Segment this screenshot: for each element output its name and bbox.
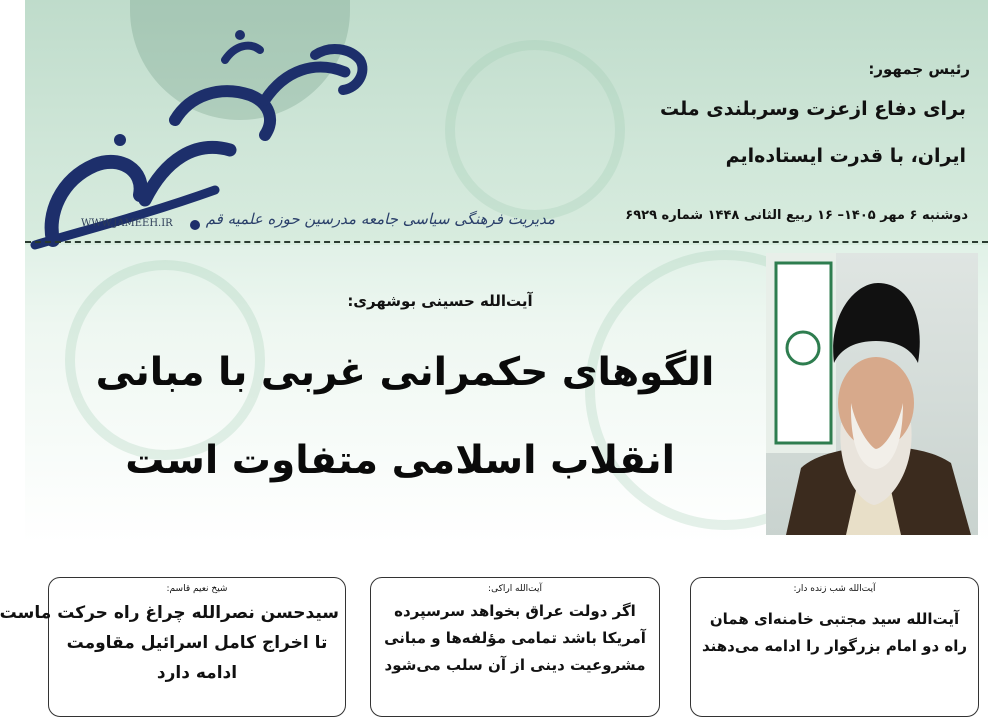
- card-kicker: آیت‌الله اراکی:: [488, 584, 542, 594]
- background-arabesque: [445, 40, 625, 220]
- card-headline: [371, 598, 659, 679]
- news-card-shabzendedar[interactable]: [690, 577, 979, 717]
- card-headline-line: مشروعیت دینی از آن سلب می‌شود: [384, 656, 646, 674]
- card-kicker: آیت‌الله شب زنده دار:: [793, 584, 876, 594]
- card-kicker: شیخ نعیم قاسم:: [166, 584, 228, 594]
- dateline: دوشنبه ۶ مهر ۱۴۰۵– ۱۶ ربیع الثانی ۱۴۴۸ شماره ۶۹۲۹: [625, 208, 968, 223]
- top-story-headline-line1[interactable]: برای دفاع ازعزت وسربلندی ملت: [660, 98, 966, 120]
- main-story-kicker: آیت‌الله حسینی بوشهری:: [347, 292, 533, 310]
- site-url[interactable]: WWW.JAMEEH.IR: [81, 218, 173, 229]
- top-story-kicker: رئیس جمهور:: [868, 60, 970, 78]
- card-headline-line: اگر دولت عراق بخواهد سرسپرده: [394, 602, 636, 620]
- portrait-illustration: [766, 253, 978, 535]
- top-story-headline-line2[interactable]: ایران، با قدرت ایستاده‌ایم: [725, 145, 966, 167]
- card-headline-line: آمریکا باشد تمامی مؤلفه‌ها و مبانی: [384, 629, 646, 647]
- card-headline-line: سیدحسن نصرالله چراغ راه حرکت ماست: [0, 603, 339, 623]
- portrait-photo: [766, 253, 978, 535]
- card-headline: [0, 598, 345, 688]
- masthead-subtitle: مدیریت فرهنگی سیاسی جامعه مدرسین حوزه علمیه قم: [205, 210, 555, 228]
- main-story-headline-line1[interactable]: الگوهای حکمرانی غربی با مبانی: [95, 350, 715, 395]
- card-headline-line: راه دو امام بزرگوار را ادامه می‌دهند: [701, 637, 968, 655]
- news-card-naim-qassem[interactable]: [0, 577, 346, 717]
- card-headline-line: تا اخراج کامل اسرائیل مقاومت: [66, 633, 328, 653]
- header-divider: [25, 241, 988, 243]
- card-headline-line: ادامه دارد: [156, 663, 238, 683]
- news-card-araki[interactable]: [370, 577, 660, 717]
- main-story-headline-line2[interactable]: انقلاب اسلامی متفاوت است: [125, 438, 675, 483]
- card-headline-line: آیت‌الله سید مجتبی خامنه‌ای همان: [709, 610, 960, 628]
- card-headline: [691, 606, 978, 660]
